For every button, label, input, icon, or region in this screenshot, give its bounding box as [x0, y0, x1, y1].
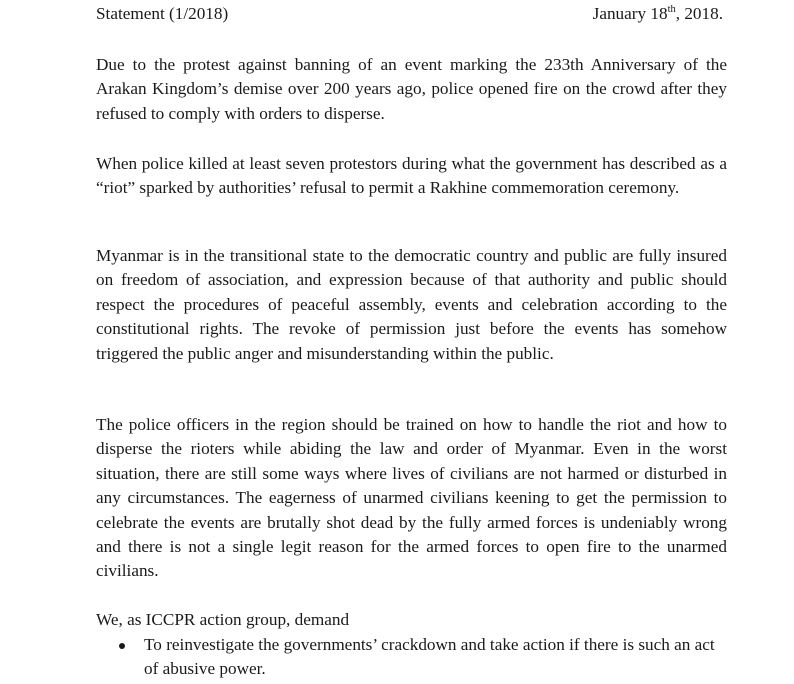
date-month-day: January 18 [592, 4, 668, 23]
date-ordinal-suffix: th [667, 4, 676, 15]
bullet-icon [119, 643, 125, 649]
statement-date [593, 4, 723, 27]
paragraph-demand-intro: We, as ICCPR action group, demand [96, 610, 350, 629]
demands-list [96, 633, 727, 682]
date-year: , 2018. [675, 4, 723, 23]
paragraph-transitional-state: Myanmar is in the transitional state to the democratic country and public are fully insured on freedom of association, and expression because of that authority and public should respect the procedures of peaceful assembly, events and celebration according to the constitutional rights. The revoke of permission just before the events has somehow triggered the public anger and misunderstanding within the public. [96, 246, 727, 363]
statement-reference: Statement (1/2018) [96, 4, 229, 23]
paragraph-police-training: The police officers in the region should be trained on how to handle the riot and how to disperse the rioters while abiding the law and order of Myanmar. Even in the worst situation, there are still some ways where lives of civilians are not harmed or disturbed in any circumstances. The eagerness of unarmed civilians keening to get the permission to celebrate the events are brutally shot dead by the fully armed forces is undeniably wrong and there is not a single legit reason for the armed forces to open fire to the unarmed civilians. [96, 415, 727, 581]
demand-item-text: To reinvestigate the governments’ crackdown and take action if there is such an act of abusive power. [144, 635, 715, 679]
statement-document [96, 0, 727, 679]
statement-header [96, 4, 727, 24]
paragraph-protest-background: Due to the protest against banning of an event marking the 233th Anniversary of the Arakan Kingdom’s demise over 200 years ago, police opened fire on the crowd after they refused to comply with orders to disperse. [96, 55, 727, 123]
paragraph-police-killings: When police killed at least seven protestors during what the government has described as a “riot” sparked by authorities’ refusal to permit a Rakhine commemoration ceremony. [96, 154, 727, 198]
demand-item [96, 633, 727, 682]
